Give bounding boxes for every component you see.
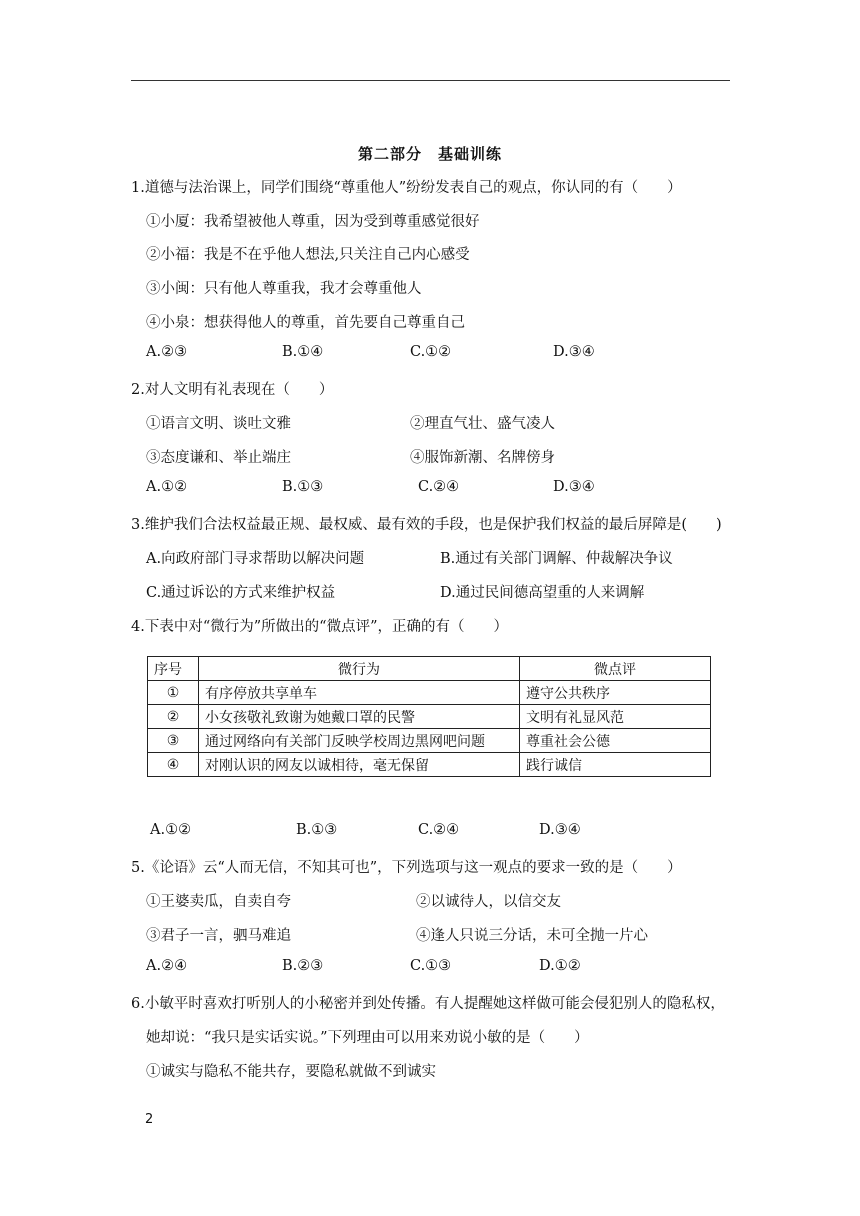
table-cell-seq: ①	[148, 681, 199, 705]
question-4-stem: 4.下表中对“微行为”所做出的“微点评”，正确的有（ ）	[131, 619, 508, 635]
table-header-row	[148, 657, 711, 681]
table-row	[148, 681, 711, 705]
question-1-answer-c: C.①②	[410, 344, 452, 360]
table-cell-behavior: 小女孩敬礼致谢为她戴口罩的民警	[199, 705, 520, 729]
question-3-option-a: A.向政府部门寻求帮助以解决问题	[146, 551, 365, 567]
question-1-answer-d: D.③④	[553, 344, 595, 360]
question-4-answer-a: A.①②	[150, 822, 192, 838]
question-5-answer-b: B.②③	[282, 958, 324, 974]
question-2-item-1: ①语言文明、谈吐文雅	[146, 416, 291, 432]
table-row	[148, 705, 711, 729]
question-5-stem: 5.《论语》云“人而无信，不知其可也”，下列选项与这一观点的要求一致的是（ ）	[131, 860, 682, 876]
table-cell-comment: 文明有礼显风范	[520, 705, 711, 729]
question-6-stem-line-2: 她却说：“我只是实话实说。”下列理由可以用来劝说小敏的是（ ）	[146, 1030, 589, 1046]
table-header-comment: 微点评	[520, 657, 711, 681]
question-5-item-3: ③君子一言，驷马难追	[146, 928, 291, 944]
question-1-answer-b: B.①④	[282, 344, 324, 360]
question-3-option-c: C.通过诉讼的方式来维护权益	[146, 585, 336, 601]
question-5-answer-d: D.①②	[539, 958, 581, 974]
question-5-item-4: ④逢人只说三分话，未可全抛一片心	[416, 928, 648, 944]
question-2-item-4: ④服饰新潮、名牌傍身	[410, 450, 555, 466]
table-cell-comment: 尊重社会公德	[520, 729, 711, 753]
table-header-behavior: 微行为	[199, 657, 520, 681]
question-4-answer-c: C.②④	[418, 822, 460, 838]
table-cell-seq: ②	[148, 705, 199, 729]
table-cell-behavior: 对刚认识的网友以诚相待，毫无保留	[199, 753, 520, 777]
table-row	[148, 729, 711, 753]
page-number: 2	[145, 1112, 154, 1127]
question-5-item-2: ②以诚待人，以信交友	[416, 894, 561, 910]
question-2-answer-c: C.②④	[418, 479, 460, 495]
question-5-answer-c: C.①③	[410, 958, 452, 974]
table-row	[148, 753, 711, 777]
question-1-stem: 1.道德与法治课上，同学们围绕“尊重他人”纷纷发表自己的观点，你认同的有（ ）	[131, 180, 682, 196]
question-2-item-2: ②理直气壮、盛气凌人	[410, 416, 555, 432]
question-2-answer-a: A.①②	[146, 479, 188, 495]
question-2-answer-d: D.③④	[553, 479, 595, 495]
table-cell-comment: 践行诚信	[520, 753, 711, 777]
table-cell-comment: 遵守公共秩序	[520, 681, 711, 705]
table-cell-behavior: 有序停放共享单车	[199, 681, 520, 705]
question-4-answer-d: D.③④	[539, 822, 581, 838]
section-title: 第二部分 基础训练	[357, 145, 502, 163]
question-4-answer-b: B.①③	[296, 822, 338, 838]
question-3-stem: 3.维护我们合法权益最正规、最权威、最有效的手段，也是保护我们权益的最后屏障是( )	[131, 517, 722, 533]
table-cell-seq: ④	[148, 753, 199, 777]
question-5-answer-a: A.②④	[146, 958, 188, 974]
question-3-option-b: B.通过有关部门调解、仲裁解决争议	[440, 551, 673, 567]
question-1-item-2: ②小福：我是不在乎他人想法,只关注自己内心感受	[146, 247, 470, 263]
question-3-option-d: D.通过民间德高望重的人来调解	[440, 585, 645, 601]
question-1-answer-a: A.②③	[146, 344, 188, 360]
question-5-item-1: ①王婆卖瓜，自卖自夸	[146, 894, 291, 910]
question-6-stem-line-1: 6.小敏平时喜欢打听别人的小秘密并到处传播。有人提醒她这样做可能会侵犯别人的隐私权，	[131, 996, 725, 1012]
question-1-item-3: ③小闽：只有他人尊重我，我才会尊重他人	[146, 281, 422, 297]
question-1-item-4: ④小泉：想获得他人的尊重，首先要自己尊重自己	[146, 315, 465, 331]
question-6-item-1: ①诚实与隐私不能共存，要隐私就做不到诚实	[146, 1064, 436, 1080]
table-cell-seq: ③	[148, 729, 199, 753]
table-header-seq: 序号	[148, 657, 199, 681]
header-rule	[131, 80, 730, 81]
behavior-comment-table	[147, 656, 711, 777]
question-2-stem: 2.对人文明有礼表现在（ ）	[131, 382, 334, 398]
question-1-item-1: ①小厦：我希望被他人尊重，因为受到尊重感觉很好	[146, 214, 480, 230]
table-cell-behavior: 通过网络向有关部门反映学校周边黑网吧问题	[199, 729, 520, 753]
question-2-item-3: ③态度谦和、举止端庄	[146, 450, 291, 466]
question-2-answer-b: B.①③	[282, 479, 324, 495]
